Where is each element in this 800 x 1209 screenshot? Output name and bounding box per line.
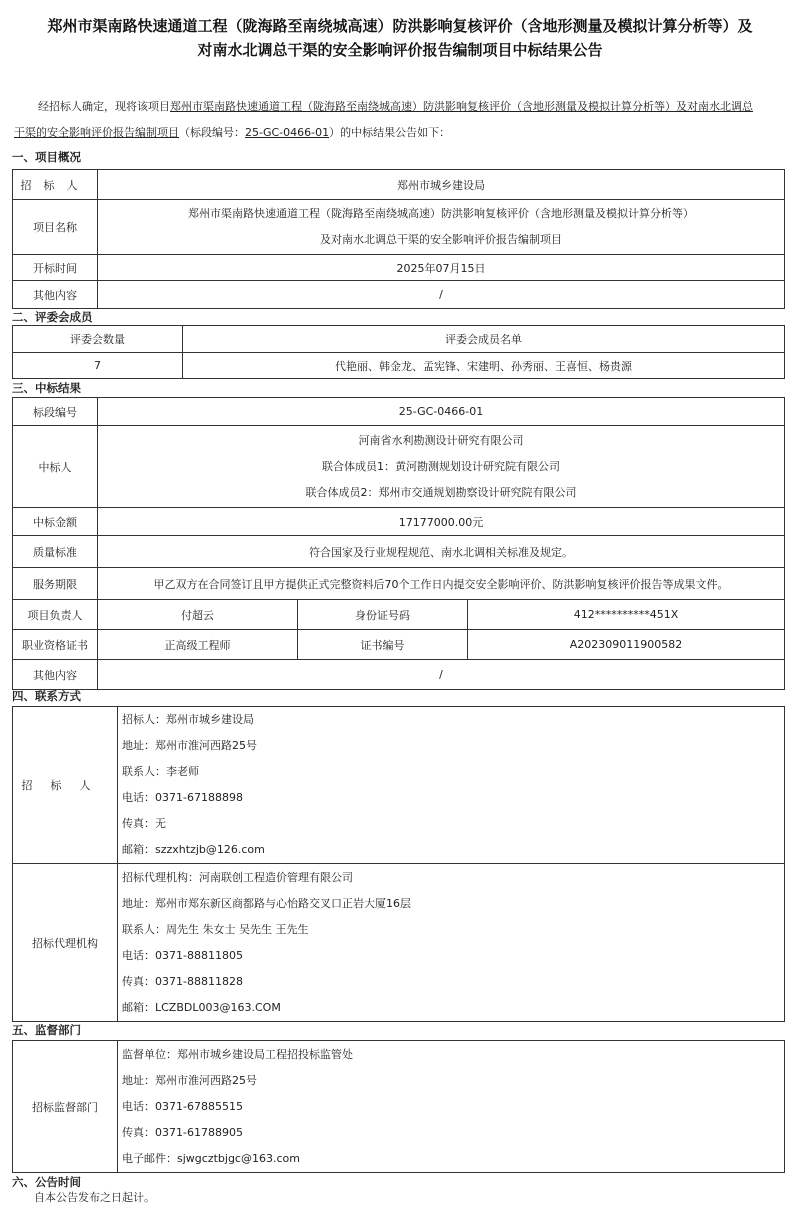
committee-names-header: 评委会成员名单 bbox=[183, 326, 785, 353]
other-label: 其他内容 bbox=[13, 281, 98, 309]
supervision-table bbox=[12, 1040, 785, 1173]
section-heading-result: 三、中标结果 bbox=[12, 381, 81, 395]
winner-label: 中标人 bbox=[13, 426, 98, 508]
contact-agency-lines: 招标代理机构：河南联创工程造价管理有限公司 地址：郑州市郑东新区商都路与心怡路交叉口正岩大厦16层 联系人：周先生 朱女士 吴先生 王先生 电话：0371-88811805 传真：0371-88811828 邮箱：LCZBDL003@163.COM bbox=[118, 864, 785, 1022]
supervision-label: 招标监督部门 bbox=[13, 1041, 118, 1173]
contact-tenderer-lines: 招标人：郑州市城乡建设局 地址：郑州市淮河西路25号 联系人：李老师 电话：0371-67188898 传真：无 邮箱：szzxhtzjb@126.com bbox=[118, 707, 785, 864]
leader-label: 项目负责人 bbox=[13, 600, 98, 630]
quality-value: 符合国家及行业规程规范、南水北调相关标准及规定。 bbox=[98, 536, 785, 568]
cert-label: 证书编号 bbox=[298, 630, 468, 660]
other-value: / bbox=[98, 281, 785, 309]
title-line-2: 对南水北调总干渠的安全影响评价报告编制项目中标结果公告 bbox=[197, 41, 603, 59]
agency-email[interactable]: 邮箱：LCZBDL003@163.COM bbox=[122, 1000, 281, 1014]
tenderer-label: 招标人 bbox=[13, 170, 98, 200]
open-time-value: 2025年07月15日 bbox=[98, 255, 785, 281]
section-heading-overview: 一、项目概况 bbox=[12, 150, 81, 164]
committee-count-value: 7 bbox=[13, 353, 183, 379]
section-code-link[interactable]: 25-GC-0466-01 bbox=[245, 126, 330, 139]
contact-table bbox=[12, 706, 785, 1022]
section-heading-contact: 四、联系方式 bbox=[12, 689, 81, 703]
section-heading-time: 六、公告时间 bbox=[12, 1175, 81, 1189]
open-time-label: 开标时间 bbox=[13, 255, 98, 281]
project-link-cont[interactable]: 干渠的安全影响评价报告编制项目 bbox=[14, 126, 179, 139]
result-other-value: / bbox=[98, 660, 785, 690]
winner-value: 河南省水利勘测设计研究有限公司 联合体成员1：黄河勘测规划设计研究院有限公司 联合体成员2：郑州市交通规划勘察设计研究院有限公司 bbox=[98, 426, 785, 508]
tenderer-value: 郑州市城乡建设局 bbox=[98, 170, 785, 200]
quality-label: 质量标准 bbox=[13, 536, 98, 568]
contact-tenderer-label: 招标人 bbox=[13, 707, 118, 864]
qualification-value: 正高级工程师 bbox=[98, 630, 298, 660]
overview-table bbox=[12, 169, 785, 309]
title-line-1: 郑州市渠南路快速通道工程（陇海路至南绕城高速）防洪影响复核评价（含地形测量及模拟计算分析等）及 bbox=[47, 17, 753, 35]
period-label: 服务期限 bbox=[13, 568, 98, 600]
id-label: 身份证号码 bbox=[298, 600, 468, 630]
committee-names-value: 代艳丽、韩金龙、孟宪锋、宋建明、孙秀丽、王喜恒、杨贵源 bbox=[183, 353, 785, 379]
page-title bbox=[0, 14, 800, 62]
supervision-email[interactable]: 电子邮件：sjwgcztbjgc@163.com bbox=[122, 1151, 300, 1165]
code-label: 标段编号 bbox=[13, 398, 98, 426]
result-other-label: 其他内容 bbox=[13, 660, 98, 690]
section-heading-supervision: 五、监督部门 bbox=[12, 1023, 81, 1037]
amount-value: 17177000.00元 bbox=[98, 508, 785, 536]
contact-agency-label: 招标代理机构 bbox=[13, 864, 118, 1022]
amount-label: 中标金额 bbox=[13, 508, 98, 536]
section-heading-committee: 二、评委会成员 bbox=[12, 310, 93, 324]
project-name-label: 项目名称 bbox=[13, 200, 98, 255]
period-value: 甲乙双方在合同签订且甲方提供正式完整资料后70个工作日内提交安全影响评价、防洪影响复核评价报告等成果文件。 bbox=[98, 568, 785, 600]
project-link[interactable]: 郑州市渠南路快速通道工程（陇海路至南绕城高速）防洪影响复核评价（含地形测量及模拟计算分析等）及对南水北调总 bbox=[170, 100, 753, 113]
id-value: 412**********451X bbox=[468, 600, 785, 630]
announcement-time-text: 自本公告发布之日起计。 bbox=[34, 1191, 155, 1204]
committee-table bbox=[12, 325, 785, 379]
code-value: 25-GC-0466-01 bbox=[98, 398, 785, 426]
qualification-label: 职业资格证书 bbox=[13, 630, 98, 660]
committee-count-header: 评委会数量 bbox=[13, 326, 183, 353]
result-table bbox=[12, 397, 785, 690]
intro-paragraph: 经招标人确定，现将该项目郑州市渠南路快速通道工程（陇海路至南绕城高速）防洪影响复核评价（含地形测量及模拟计算分析等）及对南水北调总 干渠的安全影响评价报告编制项目（标段编号：25-GC-0466-01）的中标结果公告如下： bbox=[14, 100, 753, 139]
supervision-lines: 监督单位：郑州市城乡建设局工程招投标监管处 地址：郑州市淮河西路25号 电话：0371-67885515 传真：0371-61788905 电子邮件：sjwgcztbjgc@163.com bbox=[118, 1041, 785, 1173]
cert-value: A202309011900582 bbox=[468, 630, 785, 660]
project-name-value: 郑州市渠南路快速通道工程（陇海路至南绕城高速）防洪影响复核评价（含地形测量及模拟计算分析等） 及对南水北调总干渠的安全影响评价报告编制项目 bbox=[98, 200, 785, 255]
leader-value: 付超云 bbox=[98, 600, 298, 630]
